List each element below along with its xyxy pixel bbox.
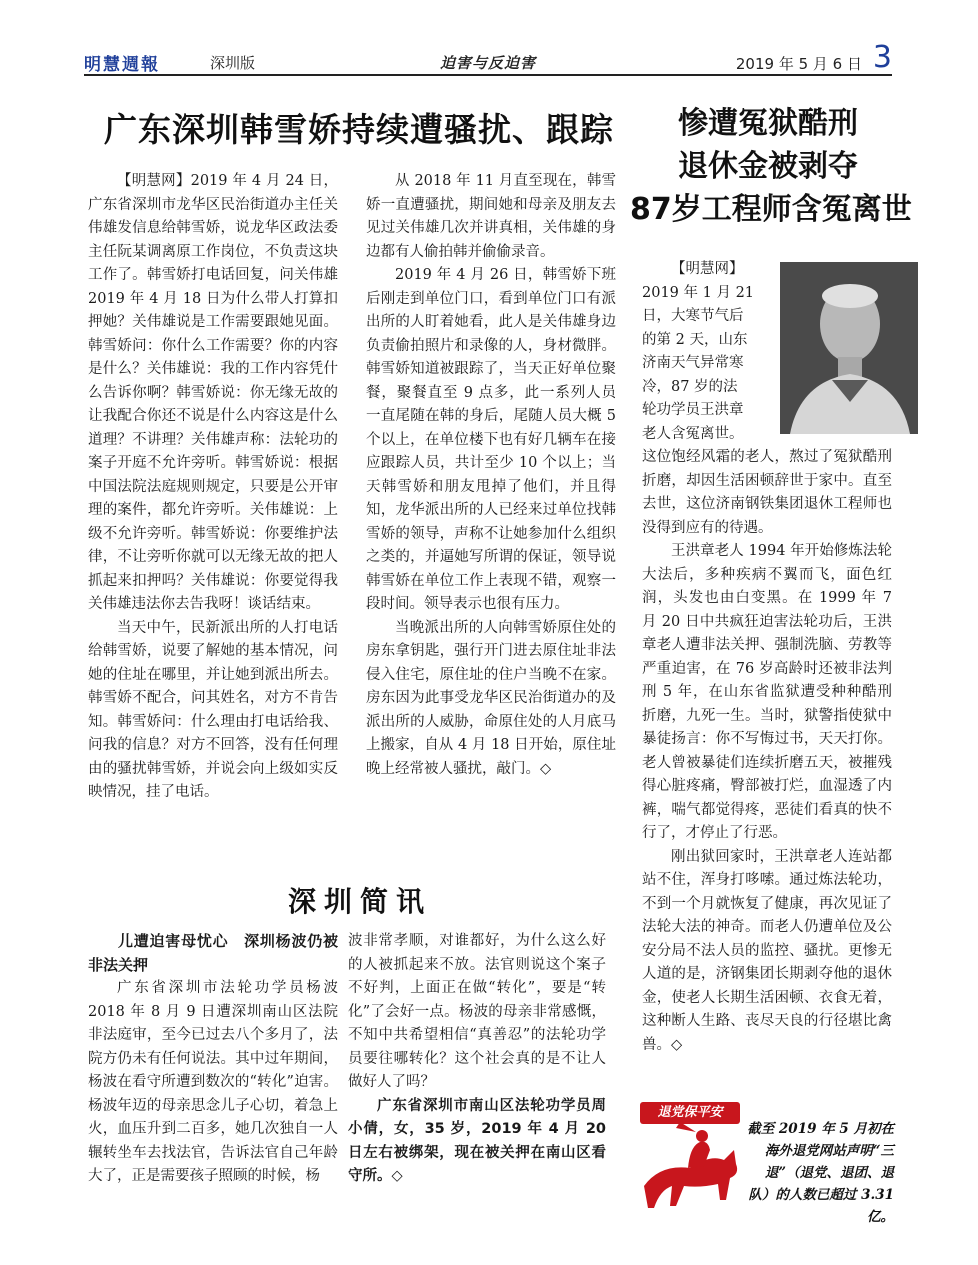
briefs-column-1 xyxy=(88,930,338,1189)
ad-banner: 退党保平安 xyxy=(640,1102,740,1124)
article2-lead-line: 轮功学员王洪章 xyxy=(642,402,744,418)
article2-lead-line: 老人含冤离世。 xyxy=(642,425,744,442)
article2-lead-line: 济南天气异常寒 xyxy=(642,355,744,371)
article2-lead-line: 冷，87 岁的法 xyxy=(642,378,738,395)
article2-lead xyxy=(642,258,776,446)
portrait-photo-icon xyxy=(780,262,918,434)
section-title: 迫害与反迫害 xyxy=(439,54,536,72)
article2-lead-line: 2019 年 1 月 21 xyxy=(642,284,755,301)
article2-headline-line: 87岁工程师含冤离世 xyxy=(630,192,912,227)
article1-paragraph: 当晚派出所的人向韩雪娇原住处的房东拿钥匙，强行开门进去原住址非法侵入住宅，原住址的住户当晚不在家。房东因为此事受龙华区民治街道办的及派出所的人威胁，命原住处的人月底马上搬家，自从 4 月 18 日开始，原住址晚上经常被人骚扰，敲门。◇ xyxy=(366,619,616,777)
ad-text: 截至 2019 年 5 月初在海外退党网站声明“三退”（退党、退团、退队）的人数已超过 3.31 亿。 xyxy=(747,1121,894,1225)
quit-party-ad xyxy=(630,1098,894,1225)
article2-lead-line: 日，大寒节气后 xyxy=(642,308,744,324)
edition-label: 深圳版 xyxy=(210,54,256,72)
masthead xyxy=(84,40,892,76)
portrait-photo xyxy=(780,262,918,434)
article1-paragraph: 2019 年 4 月 26 日，韩雪娇下班后刚走到单位门口，看到单位门口有派出所的人盯着她看，此人是关伟雄身边负责偷拍照片和录像的人，身材微胖。韩雪娇知道被跟踪了，当天正好单位聚餐，聚餐直至 9 点多，此一系列人员一直尾随在韩的身后，尾随人员大概 5 个以上，在单位楼下也有好几辆车在接应跟踪人员，共计至少 10 个以上；当天韩雪娇和朋友甩掉了他们，并且得知，龙华派出所的人已经来过单位找韩雪娇的领导，声称不让她参加什么组织之类的，并逼她写所谓的保证，领导说韩雪娇在单位工作上表现不错，观察一段时间。领导表示也很有压力。 xyxy=(366,267,616,612)
article2-paragraph: 刚出狱回家时，王洪章老人连站都站不住，浑身打哆嗦。通过炼法轮功，不到一个月就恢复了健康，再次见证了法轮大法的神奇。而老人仍遭单位及公安分局不法人员的监控、骚扰。更惨无人道的是，济钢集团长期剥夺他的退休金，使老人长期生活困顿、衣食无着，这种断人生路、丧尽天良的行径堪比禽兽。◇ xyxy=(642,848,892,1053)
article2-body xyxy=(642,446,892,1057)
horse-rider-icon xyxy=(630,1124,748,1216)
article1-paragraph: 从 2018 年 11 月直至现在，韩雪娇一直遭骚扰，期间她和母亲及朋友去见过关伟雄几次并讲真相，关伟雄的身边都有人偷拍韩并偷偷录音。 xyxy=(366,173,616,260)
article2-paragraph: 这位饱经风霜的老人，熬过了冤狱酷刑折磨，却因生活困顿辞世于家中。直至去世，这位济南钢铁集团退休工程师也没得到应有的待遇。 xyxy=(642,449,892,536)
article1-headline: 广东深圳韩雪娇持续遭骚扰、跟踪 xyxy=(104,110,614,149)
briefs-column-2 xyxy=(348,930,606,1189)
article2-headline-line: 退休金被剥夺 xyxy=(678,149,858,184)
page-number: 3 xyxy=(872,40,892,75)
brief-headline: 儿遭迫害母忧心 深圳杨波仍被非法关押 xyxy=(88,932,338,974)
brief-paragraph: 波非常孝顺，对谁都好，为什么这么好的人被抓起来不放。法官则说这个案子不好判，上面正在做“转化”，要是“转化”了会好一点。杨波的母亲非常感慨，不知中共希望相信“真善忍”的法轮功学员要往哪转化？这个社会真的是不让人做好人了吗？ xyxy=(348,933,606,1090)
article2-lead-line: 的第 2 天，山东 xyxy=(642,331,748,348)
brief-item-2: 广东省深圳市南山区法轮功学员周小倩，女，35 岁，2019 年 4 月 20 日左右被绑架，现在被关押在南山区看守所。◇ xyxy=(348,1097,606,1184)
article1-column-1 xyxy=(88,170,338,805)
briefs-title: 深圳简讯 xyxy=(287,885,432,918)
article1-column-2 xyxy=(366,170,616,781)
brief-paragraph: 广东省深圳市法轮功学员杨波 2018 年 8 月 9 日遭深圳南山区法院非法庭审，至今已过去八个多月了，法院方仍未有任何说法。其中过年期间，杨波在看守所遭到数次的“转化”迫害。杨波年迈的母亲思念儿子心切，着急上火，血压升到二百多，她几次独自一人辗转坐车去找法官，告诉法官自己年龄大了，正是需要孩子照顾的时候，杨 xyxy=(88,980,338,1184)
article2-paragraph: 王洪章老人 1994 年开始修炼法轮大法后，多种疾病不翼而飞，面色红润，头发也由白变黑。在 1999 年 7 月 20 日中共疯狂迫害法轮功后，王洪章老人遭非法关押、强制洗脑、劳教等严重迫害，在 76 岁高龄时还被非法判刑 5 年，在山东省监狱遭受种种酷刑折磨，九死一生。当时，狱警指使狱中暴徒扬言：你不写悔过书，天天打你。老人曾被暴徒们连续折磨五天，被摧残得心脏疼痛，臀部被打烂，血湿透了内裤，喘气都觉得疼，恶徒们看真的快不行了，才停止了行恶。 xyxy=(642,543,892,841)
article2-lead-line: 【明慧网】 xyxy=(671,261,744,277)
article2-headline-line: 惨遭冤狱酷刑 xyxy=(678,106,858,141)
article2-headline xyxy=(630,102,912,231)
article1-paragraph: 当天中午，民新派出所的人打电话给韩雪娇，说要了解她的基本情况，问她的住址在哪里，并让她到派出所去。韩雪娇不配合，问其姓名，对方不肯告知。韩雪娇问：什么理由打电话给我、问我的信息？对方不回答，没有任何理由的骚扰韩雪娇，并说会向上级如实反映情况，挂了电话。 xyxy=(88,619,338,800)
paper-name: 明慧週報 xyxy=(84,55,160,75)
article1-paragraph: 【明慧网】2019 年 4 月 24 日，广东省深圳市龙华区民治街道办主任关伟雄发信息给韩雪娇，说龙华区政法委主任阮某调离原工作岗位，不负责这块工作了。韩雪娇打电话回复，问关伟雄 2019 年 4 月 18 日为什么带人打算扣押她？关伟雄说是工作需要跟她见面。韩雪娇问：你什么工作需要？你的内容是什么？关伟雄说：我的工作内容凭什么告诉你啊？韩雪娇说：你无缘无故的让我配合你还不说是什么内容这是什么道理？不讲理？关伟雄声称：法轮功的案子开庭不允许旁听。韩雪娇说：根据中国法院法庭规则规定，只要是公开审理的案件，都允许旁听。关伟雄说：上级不允许旁听。韩雪娇说：你要维护法律，不让旁听你就可以无缘无故的把人抓起来扣押吗？关伟雄说：你要觉得我关伟雄违法你去告我呀！谈话结束。 xyxy=(88,173,338,612)
issue-date: 2019 年 5 月 6 日 xyxy=(735,55,862,73)
